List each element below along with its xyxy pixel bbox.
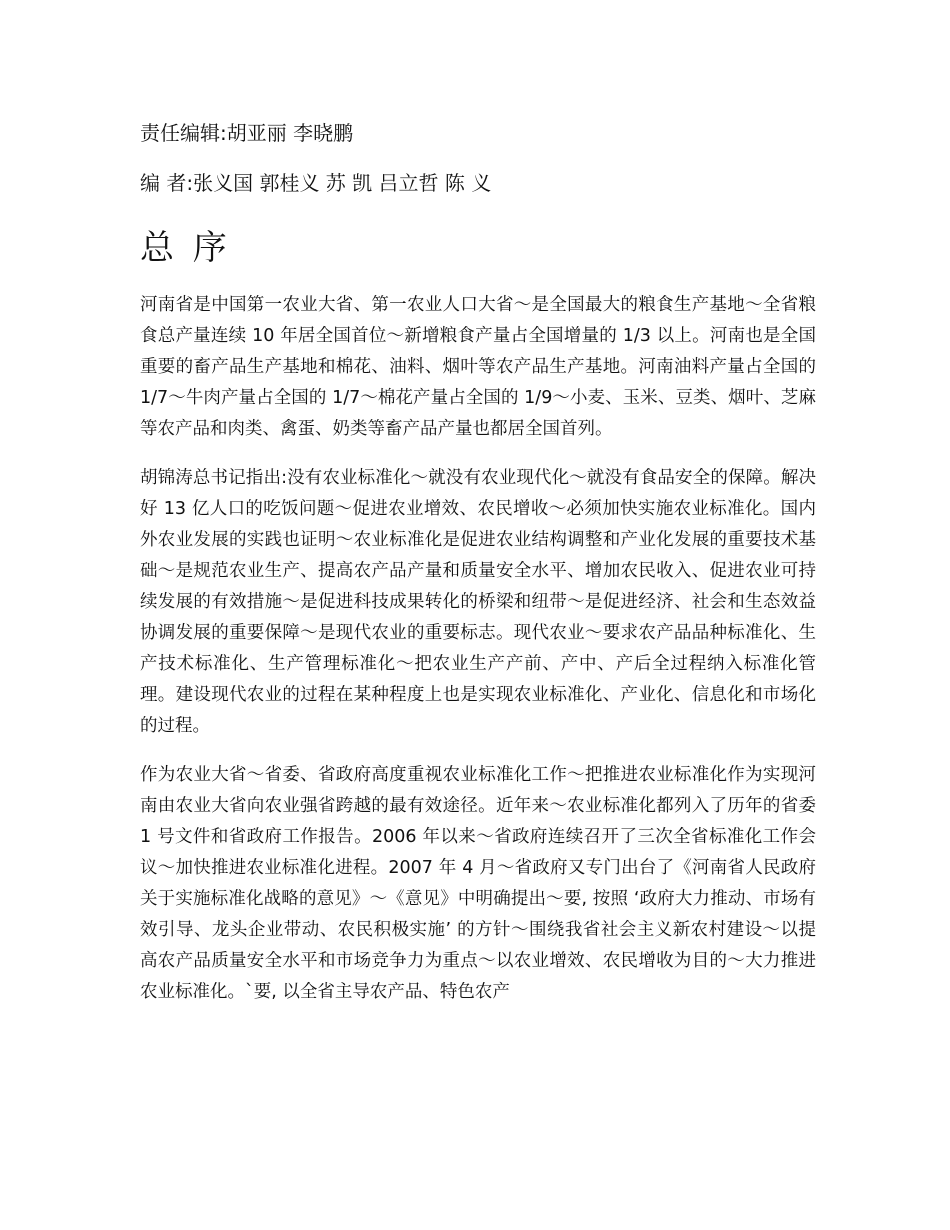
paragraph-1: 河南省是中国第一农业大省、第一农业人口大省～是全国最大的粮食生产基地～全省粮食总产量连续 10 年居全国首位～新增粮食产量占全国增量的 1/3 以上。河南也是全国重要的畜产品生产基地和棉花、油料、烟叶等农产品生产基地。河南油料产量占全国的 1/7～牛肉产量占全国的 1/7～棉花产量占全国的 1/9～小麦、玉米、豆类、烟叶、芝麻等农产品和肉类、禽蛋、奶类等畜产品产量也都居全国首列。 [140,295,816,439]
paragraph-3: 作为农业大省～省委、省政府高度重视农业标准化工作～把推进农业标准化作为实现河南由农业大省向农业强省跨越的最有效途径。近年来～农业标准化都列入了历年的省委 1 号文件和省政府工作报告。2006 年以来～省政府连续召开了三次全省标准化工作会议～加快推进农业标准化进程。2007 年 4 月～省政府又专门出台了《河南省人民政府关于实施标准化战略的意见》～《意见》中明确提出～要, 按照 ‘政府大力推动、市场有效引导、龙头企业带动、农民积极实施’ 的方针～围绕我省社会主义新农村建设～以提高农产品质量安全水平和市场竞争力为重点～以农业增效、农民增收为目的～大力推进农业标准化。`要, 以全省主导农产品、特色农产 [140,765,816,1002]
responsible-editor-line: 责任编辑:胡亚丽 李晓鹏 [140,121,354,145]
document-page [140,118,816,1026]
paragraph-2: 胡锦涛总书记指出:没有农业标准化～就没有农业现代化～就没有食品安全的保障。解决好 13 亿人口的吃饭问题～促进农业增效、农民增收～必须加快实施农业标准化。国内外农业发展的实践也证明～农业标准化是促进农业结构调整和产业化发展的重要技术基础～是规范农业生产、提高农产品产量和质量安全水平、增加农民收入、促进农业可持续发展的有效措施～是促进科技成果转化的桥梁和纽带～是促进经济、社会和生态效益协调发展的重要保障～是现代农业的重要标志。现代农业～要求农产品品种标准化、生产技术标准化、生产管理标准化～把农业生产产前、产中、产后全过程纳入标准化管理。建设现代农业的过程在某种程度上也是实现农业标准化、产业化、信息化和市场化的过程。 [140,468,816,736]
authors-line: 编 者:张义国 郭桂义 苏 凯 吕立哲 陈 义 [140,171,492,195]
section-title: 总 序 [140,228,231,268]
